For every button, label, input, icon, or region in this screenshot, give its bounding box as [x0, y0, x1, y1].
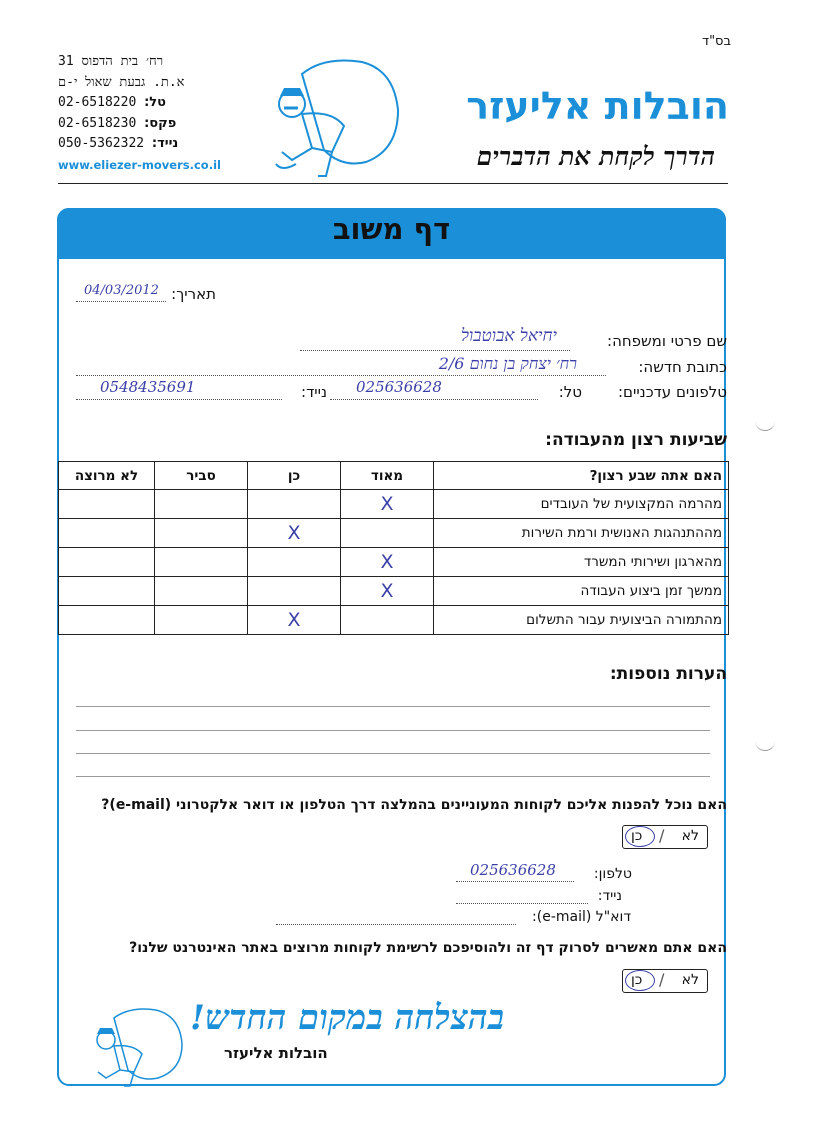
table-row	[59, 548, 729, 577]
cell-very[interactable]	[341, 519, 434, 548]
cell-yes[interactable]: X	[248, 519, 341, 548]
slash-separator: /	[659, 970, 665, 989]
company-slogan: הדרך לקחת את הדברים	[476, 142, 715, 171]
referral-no-option[interactable]: לא	[681, 828, 699, 844]
contact-mobile: נייד: 050-5362322	[58, 136, 179, 151]
referral-mobile-line[interactable]	[456, 903, 588, 904]
col-not-satisfied: לא מרוצה	[59, 462, 155, 490]
row-question: מהרמה המקצועית של העובדים	[434, 490, 729, 519]
selected-circle-mark	[625, 970, 655, 991]
date-label: תאריך:	[171, 285, 216, 303]
contact-address-street: רח׳ בית הדפוס 31	[58, 54, 164, 69]
phones-label: טלפונים עדכניים:	[617, 383, 727, 401]
punch-hole-mark	[755, 420, 775, 431]
tel-label: טל:	[558, 383, 582, 401]
mover-mascot-logo	[262, 52, 402, 182]
slash-separator: /	[659, 826, 665, 845]
cell-yes[interactable]	[248, 548, 341, 577]
mobile-value[interactable]: 0548435691	[100, 378, 196, 396]
notes-title: הערות נוספות:	[609, 664, 727, 684]
contact-phone: טל: 02-6518220	[58, 95, 167, 110]
header-divider	[58, 183, 728, 184]
row-question: מההתנהגות האנושית ורמת השירות	[434, 519, 729, 548]
table-row	[59, 606, 729, 635]
success-wish: בהצלחה במקום החדש!	[190, 998, 504, 1038]
referral-email-label: דוא"ל (e-mail):	[532, 909, 631, 925]
cell-very[interactable]: X	[341, 490, 434, 519]
table-row	[59, 577, 729, 606]
cell-reasonable[interactable]	[155, 606, 248, 635]
referral-mobile-label: נייד:	[597, 888, 622, 904]
satisfaction-title: שביעות רצון מהעבודה:	[545, 430, 727, 450]
notes-line[interactable]	[76, 753, 710, 754]
address-label: כתובת חדשה:	[638, 358, 727, 376]
table-header-row	[59, 462, 729, 490]
referral-yes-no-box[interactable]	[622, 825, 708, 849]
cell-yes[interactable]	[248, 490, 341, 519]
row-question: מהארגון ושירותי המשרד	[434, 548, 729, 577]
name-label: שם פרטי ומשפחה:	[607, 332, 727, 350]
referral-phone-label: טלפון:	[593, 866, 632, 882]
table-row	[59, 519, 729, 548]
scan-question: האם אתם מאשרים לסרוק דף זה ולהוסיפכם לרשימת לקוחות מרוצים באתר האינטרנט שלנו?	[129, 940, 727, 956]
cell-yes[interactable]: X	[248, 606, 341, 635]
bsd-mark: בס"ד	[701, 34, 731, 49]
company-name: הובלות אליעזר	[466, 84, 729, 128]
date-line	[76, 301, 166, 302]
scan-yes-option[interactable]: כן	[631, 972, 643, 988]
cell-not-satisfied[interactable]	[59, 548, 155, 577]
cell-not-satisfied[interactable]	[59, 606, 155, 635]
mobile-label: נייד:	[301, 383, 327, 401]
notes-line[interactable]	[76, 730, 710, 731]
cell-very[interactable]: X	[341, 577, 434, 606]
contact-fax: פקס: 02-6518230	[58, 115, 177, 131]
cell-very[interactable]: X	[341, 548, 434, 577]
tel-value[interactable]: 025636628	[356, 378, 442, 396]
contact-address-area: א.ת. גבעת שאול י-ם	[58, 74, 185, 90]
mover-mascot-small-logo	[84, 1004, 184, 1090]
satisfaction-table	[58, 461, 729, 635]
mobile-line	[76, 399, 282, 400]
cell-reasonable[interactable]	[155, 490, 248, 519]
cell-yes[interactable]	[248, 577, 341, 606]
referral-phone-line	[456, 881, 574, 882]
cell-not-satisfied[interactable]	[59, 577, 155, 606]
col-yes: כן	[248, 462, 341, 490]
cell-reasonable[interactable]	[155, 548, 248, 577]
company-signature: הובלות אליעזר	[224, 1044, 328, 1062]
row-question: ממשך זמן ביצוע העבודה	[434, 577, 729, 606]
scan-yes-no-box[interactable]	[622, 969, 708, 993]
referral-phone-value[interactable]: 025636628	[470, 861, 556, 879]
notes-line[interactable]	[76, 776, 710, 777]
name-line	[300, 350, 570, 351]
referral-question: האם נוכל להפנות אליכם לקוחות המעוניינים בהמלצה דרך הטלפון או דואר אלקטרוני (e-mail)?	[101, 797, 727, 813]
col-very: מאוד	[341, 462, 434, 490]
cell-not-satisfied[interactable]	[59, 519, 155, 548]
notes-line[interactable]	[76, 706, 710, 707]
cell-very[interactable]	[341, 606, 434, 635]
table-row	[59, 490, 729, 519]
contact-block	[58, 52, 208, 155]
referral-yes-option[interactable]: כן	[631, 828, 643, 844]
scan-no-option[interactable]: לא	[681, 972, 699, 988]
cell-not-satisfied[interactable]	[59, 490, 155, 519]
address-value[interactable]: רח׳ יצחק בן נחום 2/6	[438, 354, 577, 373]
referral-email-line[interactable]	[276, 924, 516, 925]
row-question: מהתמורה הביצועית עבור התשלום	[434, 606, 729, 635]
name-value[interactable]: יחיאל אבוטבול	[460, 326, 557, 346]
address-line	[76, 375, 606, 376]
punch-hole-mark	[755, 740, 775, 751]
date-value[interactable]: 04/03/2012	[84, 283, 159, 298]
website-link[interactable]: www.eliezer-movers.co.il	[58, 158, 221, 172]
col-question: האם אתה שבע רצון?	[434, 462, 729, 490]
cell-reasonable[interactable]	[155, 519, 248, 548]
form-title: דף משוב	[332, 212, 451, 246]
tel-line	[330, 399, 538, 400]
col-reasonable: סביר	[155, 462, 248, 490]
selected-circle-mark	[625, 826, 655, 847]
cell-reasonable[interactable]	[155, 577, 248, 606]
